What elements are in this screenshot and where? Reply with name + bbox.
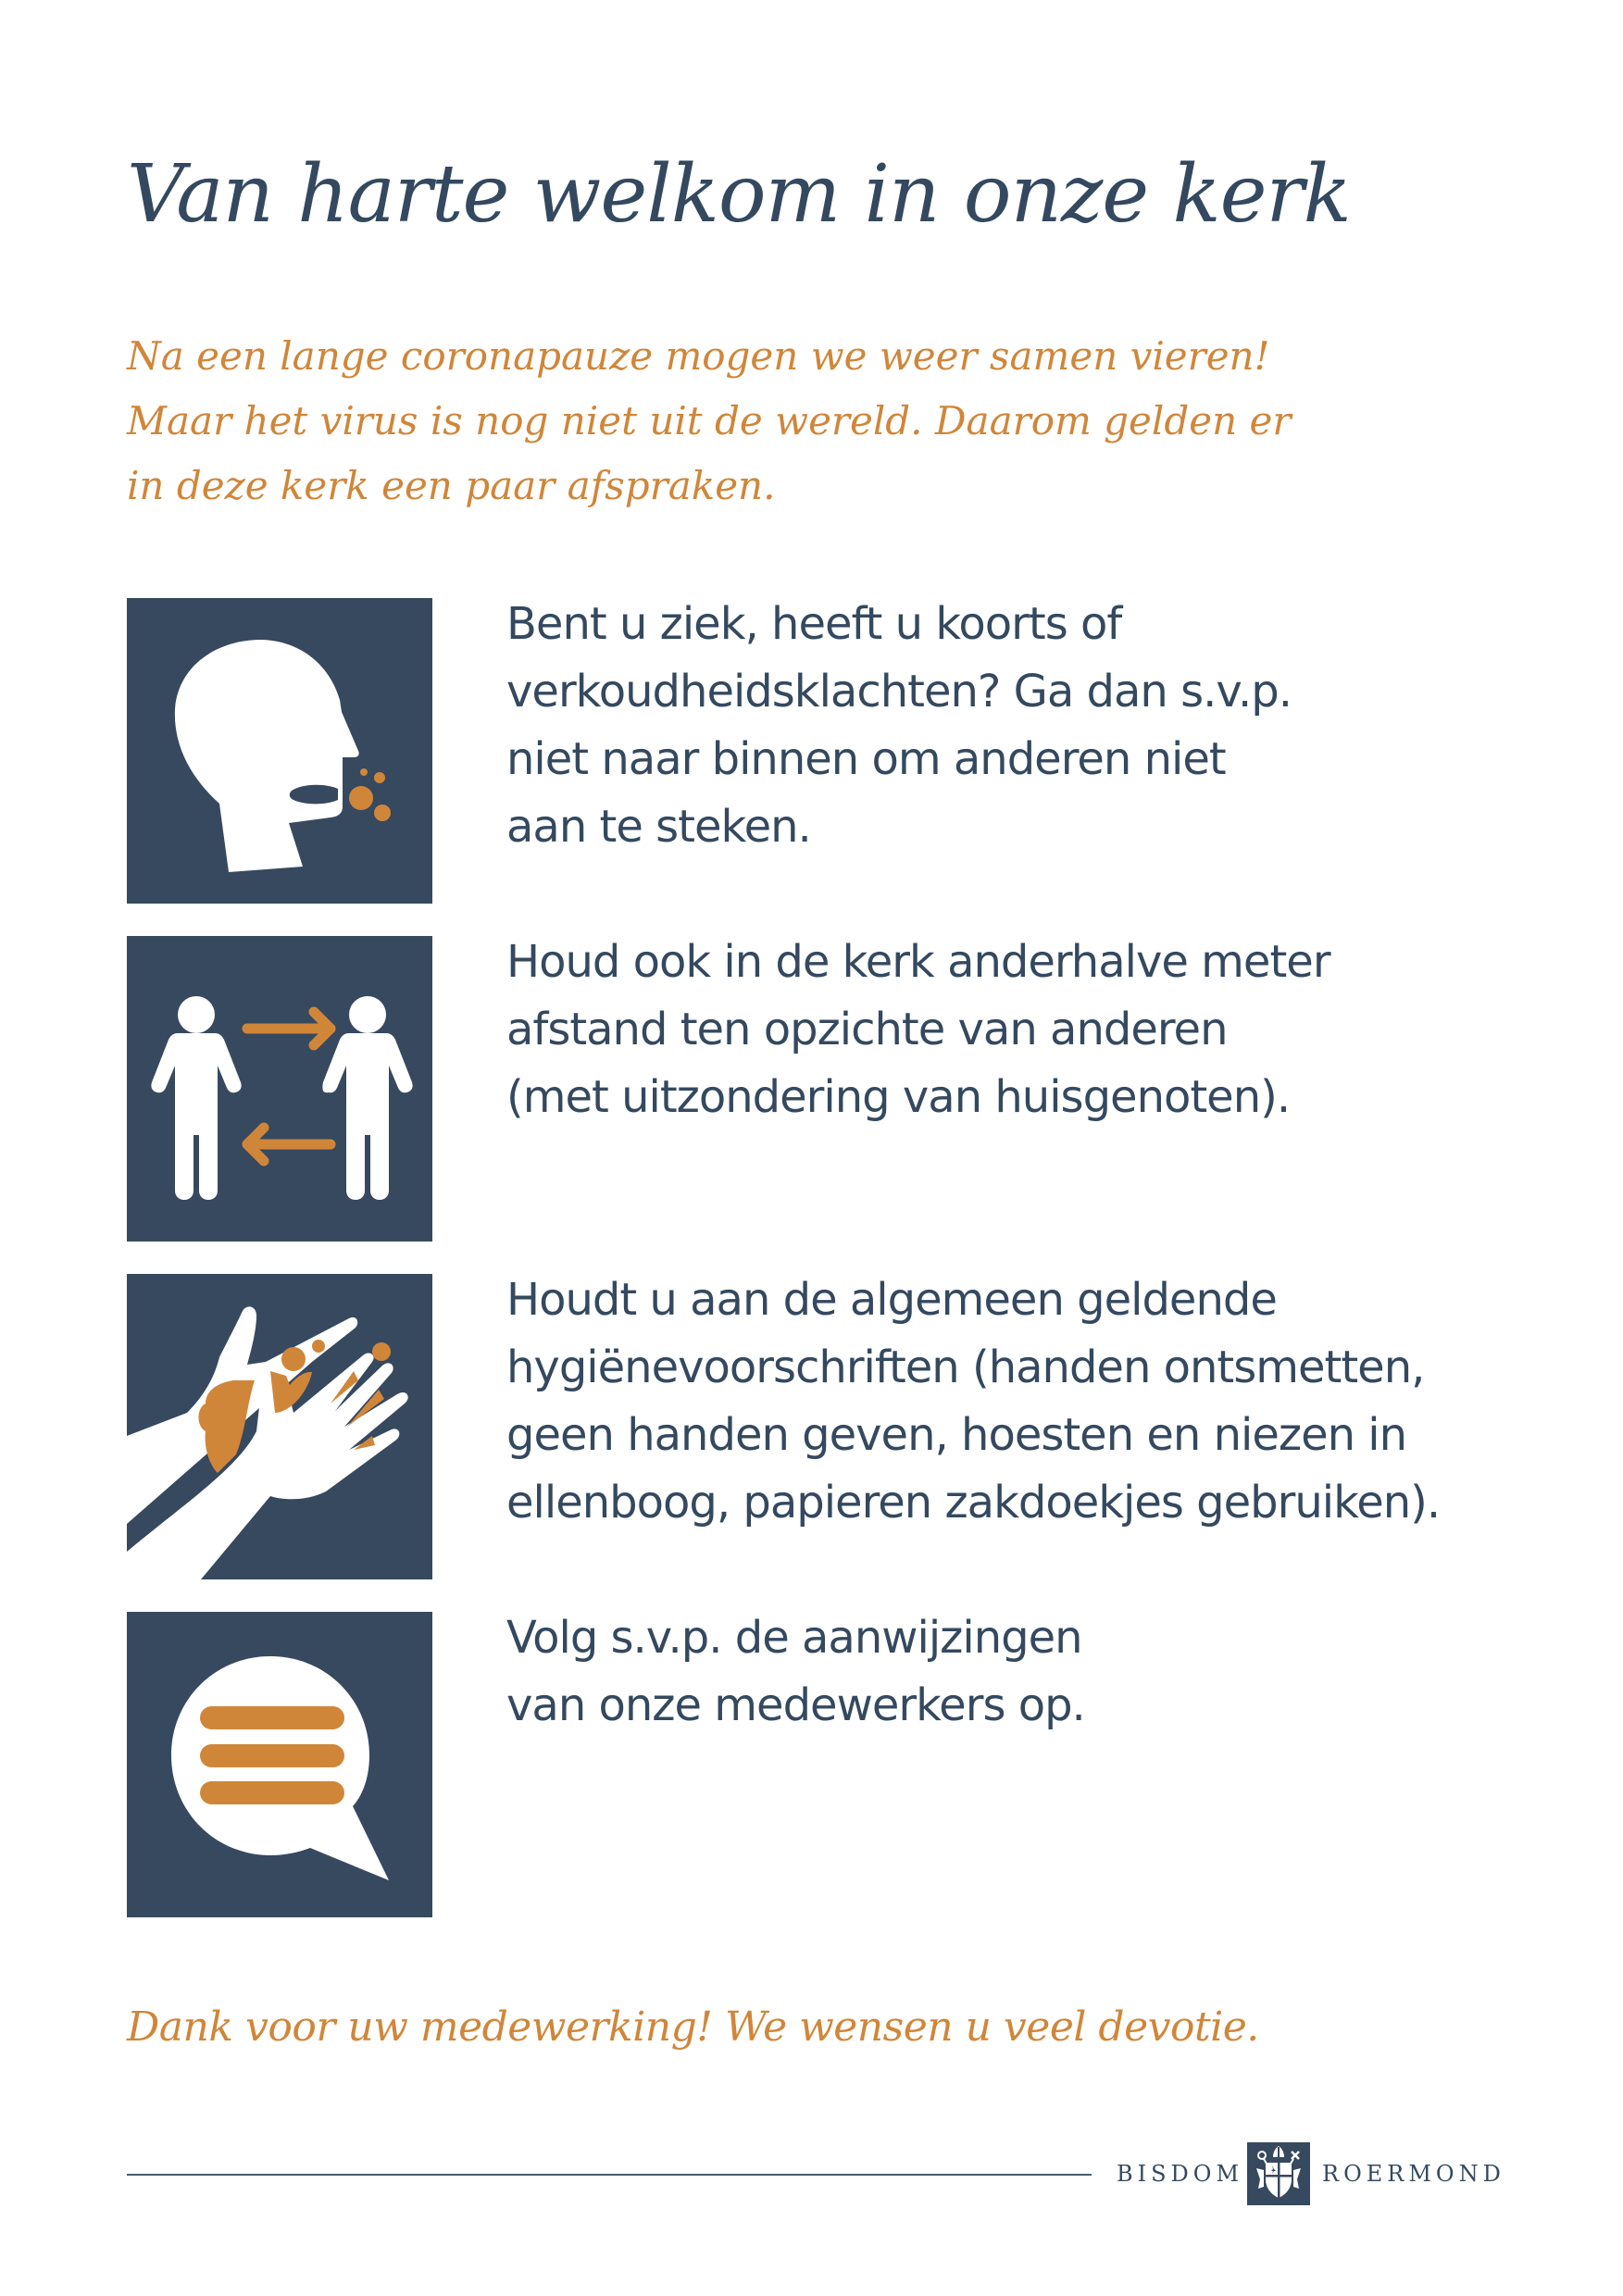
- sick-person-sneezing-icon: [127, 598, 432, 904]
- rule-line: hygiënevoorschriften (handen ontsmetten,: [506, 1341, 1425, 1393]
- rule-line: verkoudheidsklachten? Ga dan s.v.p.: [506, 666, 1292, 718]
- intro-line: Maar het virus is nog niet uit de wereld. Daarom gelden er: [127, 398, 1292, 443]
- rule-line: aan te steken.: [506, 801, 811, 853]
- rule-line: niet naar binnen om anderen niet: [506, 733, 1226, 785]
- footer-divider: [127, 2174, 1092, 2176]
- intro-paragraph: [127, 324, 1423, 518]
- rule-line: Bent u ziek, heeft u koorts of: [506, 598, 1122, 650]
- logo-text-right: ROERMOND: [1322, 2161, 1505, 2187]
- rule-item-hygiene: [127, 1274, 1516, 1579]
- rule-text: [506, 591, 1543, 861]
- hand-washing-icon: [127, 1274, 432, 1579]
- rule-line: van onze medewerkers op.: [506, 1679, 1085, 1731]
- rule-text: [506, 1267, 1543, 1537]
- rule-line: ellenboog, papieren zakdoekjes gebruiken).: [506, 1477, 1441, 1529]
- speech-bubble-icon: [127, 1612, 432, 1917]
- social-distance-icon: [127, 936, 432, 1242]
- rule-line: afstand ten opzichte van anderen: [506, 1004, 1228, 1055]
- rule-item-instructions: [127, 1612, 1516, 1917]
- intro-line: in deze kerk een paar afspraken.: [127, 463, 776, 508]
- diocese-coat-of-arms-icon: [1247, 2142, 1310, 2205]
- intro-line: Na een lange coronapauze mogen we weer samen vieren!: [127, 333, 1270, 379]
- rule-line: Houd ook in de kerk anderhalve meter: [506, 936, 1330, 988]
- rule-item-sick: [127, 598, 1516, 904]
- rule-item-distance: [127, 936, 1516, 1242]
- closing-message: Dank voor uw medewerking! We wensen u veel devotie.: [127, 2003, 1259, 2051]
- page-title: Van harte welkom in onze kerk: [127, 148, 1351, 241]
- rule-line: Volg s.v.p. de aanwijzingen: [506, 1612, 1082, 1664]
- rule-line: Houdt u aan de algemeen geldende: [506, 1274, 1277, 1326]
- bisdom-roermond-logo: [1111, 2142, 1518, 2207]
- rule-line: geen handen geven, hoesten en niezen in: [506, 1409, 1407, 1461]
- rule-line: (met uitzondering van huisgenoten).: [506, 1071, 1291, 1123]
- rule-text: [506, 929, 1543, 1131]
- logo-text-left: BISDOM: [1117, 2161, 1244, 2187]
- rule-text: [506, 1604, 1543, 1740]
